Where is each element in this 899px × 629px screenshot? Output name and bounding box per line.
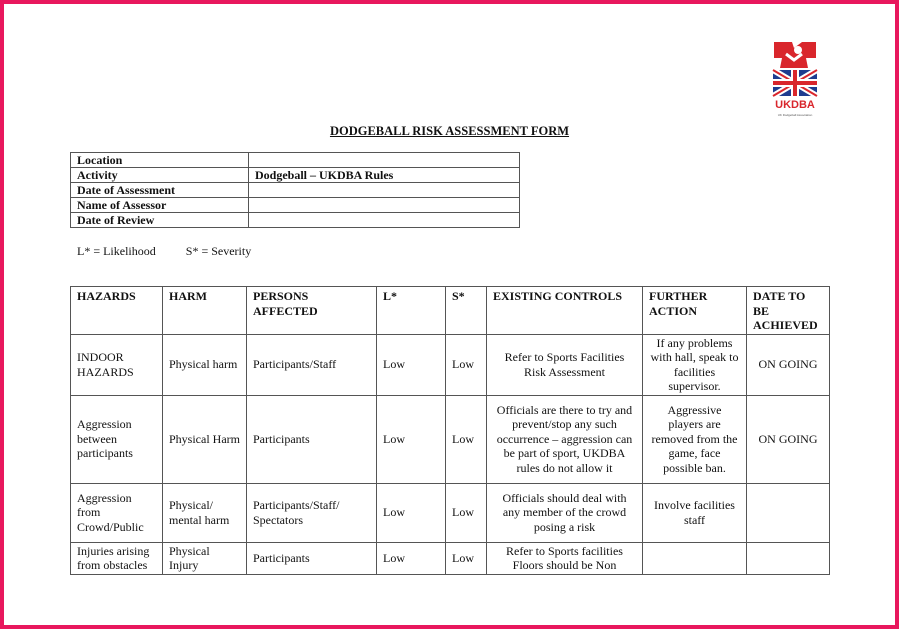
header-date-to-be-achieved: DATE TO BE ACHIEVED [747, 287, 830, 335]
risk-table [70, 286, 830, 575]
cell-further-action: Aggressive players are removed from the game, face possible ban. [643, 395, 747, 483]
cell-likelihood: Low [377, 483, 446, 542]
info-row-location [71, 153, 520, 168]
cell-likelihood: Low [377, 395, 446, 483]
table-row [71, 395, 830, 483]
cell-likelihood: Low [377, 542, 446, 574]
cell-severity: Low [446, 483, 487, 542]
svg-text:UKDBA: UKDBA [775, 99, 815, 111]
info-value[interactable] [249, 183, 520, 198]
header-severity: S* [446, 287, 487, 335]
form-title: DODGEBALL RISK ASSESSMENT FORM [329, 124, 570, 138]
cell-severity: Low [446, 542, 487, 574]
cell-persons: Participants/Staff/ Spectators [247, 483, 377, 542]
assessment-info-table [70, 152, 520, 228]
header-further-action: FURTHER ACTION [643, 287, 747, 335]
cell-date: ON GOING [747, 334, 830, 395]
cell-further-action [643, 542, 747, 574]
info-label: Name of Assessor [71, 198, 249, 213]
cell-further-action: Involve facilities staff [643, 483, 747, 542]
cell-harm: Physical harm [163, 334, 247, 395]
cell-controls: Officials are there to try and prevent/stop any such occurrence – aggression can be part of sport, UKDBA rules do not allow it [487, 395, 643, 483]
cell-severity: Low [446, 334, 487, 395]
cell-controls: Officials should deal with any member of the crowd posing a risk [487, 483, 643, 542]
cell-hazards: Aggression between participants [71, 395, 163, 483]
legend [77, 244, 251, 259]
info-value[interactable]: Dodgeball – UKDBA Rules [249, 168, 520, 183]
header-persons-affected: PERSONS AFFECTED [247, 287, 377, 335]
header-hazards: HAZARDS [71, 287, 163, 335]
cell-controls: Refer to Sports facilities Floors should be Non [487, 542, 643, 574]
cell-severity: Low [446, 395, 487, 483]
cell-harm: Physical Harm [163, 395, 247, 483]
legend-likelihood: L* = Likelihood [77, 244, 156, 258]
header-existing-controls: EXISTING CONTROLS [487, 287, 643, 335]
info-row-date-of-assessment [71, 183, 520, 198]
table-row [71, 542, 830, 574]
legend-severity: S* = Severity [185, 244, 252, 258]
cell-persons: Participants [247, 542, 377, 574]
info-label: Date of Review [71, 213, 249, 228]
cell-likelihood: Low [377, 334, 446, 395]
cell-date [747, 542, 830, 574]
info-value[interactable] [249, 153, 520, 168]
info-row-name-of-assessor [71, 198, 520, 213]
cell-date [747, 483, 830, 542]
cell-harm: Physical/ mental harm [163, 483, 247, 542]
info-row-date-of-review [71, 213, 520, 228]
header-likelihood: L* [377, 287, 446, 335]
info-value[interactable] [249, 213, 520, 228]
cell-hazards: Injuries arising from obstacles [71, 542, 163, 574]
info-value[interactable] [249, 198, 520, 213]
cell-controls: Refer to Sports Facilities Risk Assessment [487, 334, 643, 395]
cell-further-action: If any problems with hall, speak to facilities supervisor. [643, 334, 747, 395]
info-label: Date of Assessment [71, 183, 249, 198]
risk-header-row [71, 287, 830, 335]
cell-harm: Physical Injury [163, 542, 247, 574]
info-row-activity [71, 168, 520, 183]
cell-hazards: INDOOR HAZARDS [71, 334, 163, 395]
cell-persons: Participants/Staff [247, 334, 377, 395]
cell-hazards: Aggression from Crowd/Public [71, 483, 163, 542]
cell-persons: Participants [247, 395, 377, 483]
table-row [71, 483, 830, 542]
header-harm: HARM [163, 287, 247, 335]
ukdba-logo [772, 40, 818, 120]
info-label: Activity [71, 168, 249, 183]
info-label: Location [71, 153, 249, 168]
svg-text:UK Dodgeball Association: UK Dodgeball Association [777, 113, 813, 117]
cell-date: ON GOING [747, 395, 830, 483]
table-row [71, 334, 830, 395]
